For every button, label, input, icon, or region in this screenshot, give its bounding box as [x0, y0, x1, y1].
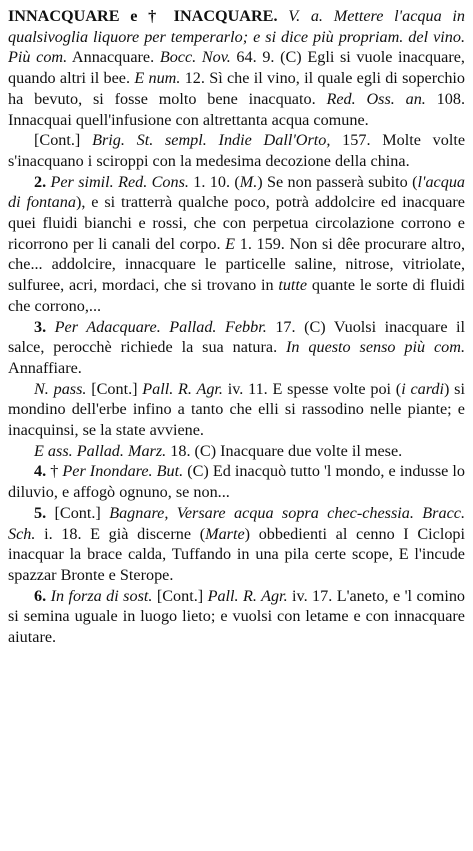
text-run: E — [225, 234, 236, 253]
text-run: tutte — [278, 276, 308, 295]
text-run: 18. (C) Inacquare due volte il mese. — [166, 441, 403, 460]
text-run: 5. — [34, 503, 47, 522]
text-run: 3. — [34, 317, 47, 336]
text-run: Marte — [205, 524, 245, 543]
text-run: ), e si tratterrà qualche poco, potrà addolcire ed inacquare quei fluidi bianchi e rossi, che con perpetua circolazione corrono e ricorrono per li canali del corpo. — [8, 193, 465, 253]
text-run: Bocc. Nov. — [159, 48, 231, 67]
text-run: Annaffiare. — [8, 358, 82, 377]
sense-3-pass — [8, 379, 465, 441]
entry-definition — [8, 6, 465, 130]
text-run: Red. Oss. an. — [326, 89, 426, 108]
text-run: [Cont.] — [46, 503, 110, 522]
sense-6 — [8, 586, 465, 648]
sense-3 — [8, 317, 465, 379]
text-run: 157. Molte volte s'inacquano i sciroppi con la medesima decozione della china. — [8, 131, 465, 170]
text-run: Annacquare. — [67, 48, 160, 67]
text-run: In forza di sost. — [50, 586, 153, 605]
headword: INNACQUARE e † INACQUARE. — [8, 7, 278, 25]
text-run: 4. — [34, 462, 47, 481]
text-run: Per Inondare. But. — [62, 462, 184, 481]
text-run: M. — [239, 172, 258, 191]
text-run: † — [46, 462, 63, 481]
text-run: 64. 9. (C) Egli si vuole inacquare, quando altri il bee. — [8, 48, 465, 88]
text-run: quante le sorte di fluidi che corrono,... — [8, 276, 465, 315]
text-run — [278, 7, 289, 25]
text-run: 108. Innacquai quell'infusione con altrettanta acqua comune. — [8, 89, 465, 129]
text-run: In questo senso più com. — [286, 338, 465, 357]
text-run: [Cont.] — [152, 586, 208, 605]
text-run: N. pass. — [34, 379, 87, 398]
text-run: 2. — [34, 172, 47, 191]
text-run: Pall. R. Agr. — [207, 586, 288, 605]
text-run: E num. — [134, 69, 181, 88]
text-run: E ass. Pallad. Marz. — [34, 441, 167, 460]
text-run: (C) Ed inacquò tutto 'l mondo, e indusse lo diluvio, e affogò ognuno, se non... — [8, 462, 465, 502]
text-run: [Cont.] — [34, 131, 93, 150]
text-run: 17. (C) Vuolsi inacquare il salce, perocchè richiede la sua natura. — [8, 317, 466, 357]
text-run: 6. — [34, 586, 47, 605]
text-run: l'acqua di fontana — [8, 172, 466, 212]
sense-4 — [8, 461, 465, 502]
text-run: ) Se non passerà subito ( — [257, 172, 418, 191]
text-run: 12. Sì che il vino, il quale egli di soperchio ha bevuto, si fosse molto bene inacquato. — [8, 69, 466, 108]
sense-3-ass — [8, 441, 465, 462]
text-run: iv. 11. E spesse volte poi ( — [222, 379, 402, 398]
text-run: Pall. R. Agr. — [142, 379, 223, 398]
text-run: ) si mondino dell'erbe infino a tanto che elli si rassodino nelle piante; e inacquinsi, se la state avviene. — [8, 379, 465, 440]
entry-citation-brig — [8, 130, 465, 171]
text-run — [46, 318, 55, 336]
sense-5 — [8, 503, 465, 586]
text-run: 1. 10. ( — [188, 172, 240, 191]
text-run: Per simil. Red. Cons. — [50, 172, 189, 191]
text-run: i. 18. E già discerne ( — [35, 524, 206, 543]
text-run: [Cont.] — [86, 379, 143, 398]
text-run: V. a. Mettere l'acqua in qualsivoglia liquore per temperarlo; e si dice più propriam. del vino. Più com. — [8, 7, 465, 67]
text-run: Brig. St. sempl. Indie Dall'Orto, — [92, 131, 331, 150]
text-run: i cardi — [401, 379, 445, 398]
text-run: ) obbedienti al cenno I Ciclopi inacquar la brace calda, Tuffando in una pila certe scope, E l'incude spazzar Bronte e Sterope. — [8, 524, 466, 584]
text-run: Per Adacquare. Pallad. Febbr. — [54, 317, 267, 336]
text-run: iv. 17. L'aneto, e 'l comino si semina uguale in luogo lieto; e vuolsi con letame e con innacquare aiutare. — [8, 586, 466, 647]
text-run: Bagnare, Versare acqua sopra chec-chessia. Bracc. Sch. — [8, 503, 465, 543]
text-run: 1. 159. Non si dêe procurare altro, che... addolcire, innacquare le particelle saline, nitrose, vitriolate, sulfuree, acri, mordaci, che si trovano in — [8, 234, 465, 295]
sense-2 — [8, 172, 465, 317]
